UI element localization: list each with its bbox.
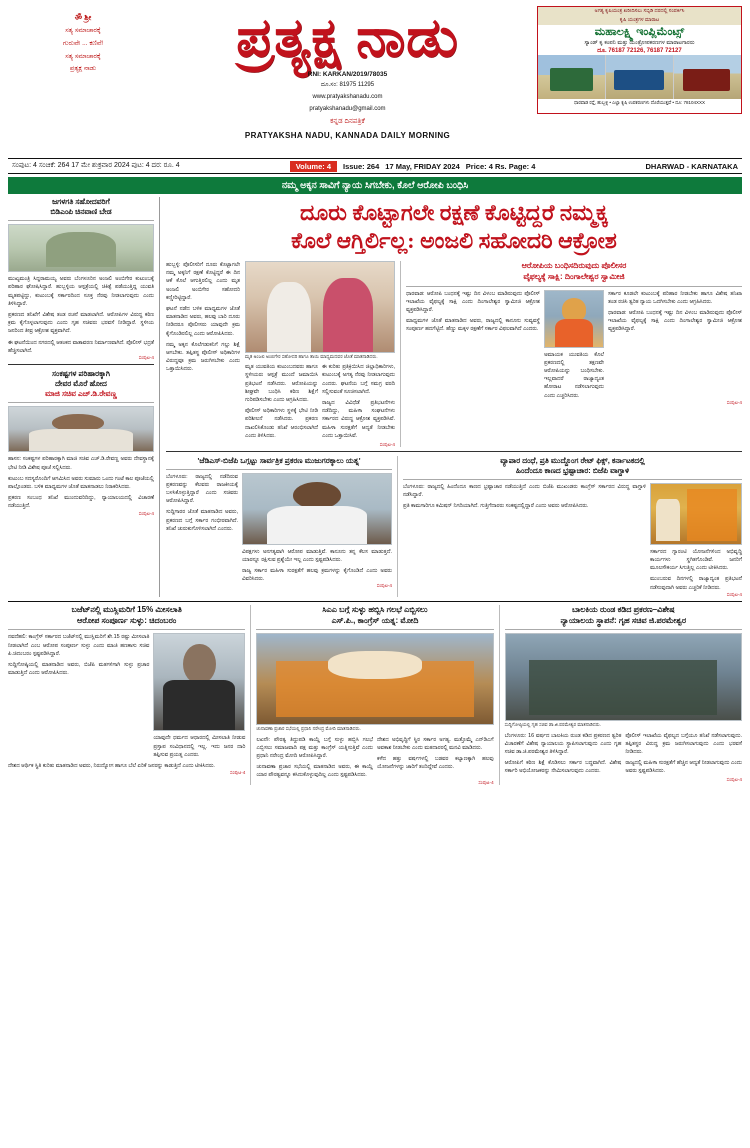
story2-mark: ಸಂಪುಟ-4 [726,399,742,405]
bottom2-p4: ಕಳೆದ ಹತ್ತು ವರ್ಷಗಳಲ್ಲಿ ಬಡವರ ಕಲ್ಯಾಣಕ್ಕಾಗಿ ಹಲವು ಯೋಜನೆಗಳನ್ನು ಜಾರಿಗೆ ತಂದಿದ್ದೇವೆ ಎಂದರು. [376,755,494,771]
om-symbol: ॐ ಶ್ರೀ [74,13,92,22]
vertical-rule [397,456,398,597]
story2-p2: ಮಾಧ್ಯಮಗಳ ಜೊತೆ ಮಾತನಾಡಿದ ಅವರು, ರಾಜ್ಯದಲ್ಲಿ ಕಾನೂನು ಸುವ್ಯವಸ್ಥೆ ಸಂಪೂರ್ಣ ಹದಗೆಟ್ಟಿದೆ. ಹೆಣ್ಣು ಮಕ್ಕಳ ರಕ್ಷಣೆಗೆ ಸರ್ಕಾರ ವಿಫಲವಾಗಿದೆ ಎಂದರು. [406,318,540,333]
story4-head-2: ಹಿಂದೆಂದೂ ಕಾಣದ ಭ್ರಷ್ಟಾಚಾರ: ಬಿಜೆಪಿ ವಾಗ್ದಾಳಿ [515,465,630,475]
masthead-email[interactable]: pratyakshanadu@gmail.com [309,105,386,112]
issue-number: Issue: 264 [343,161,380,171]
story3-head: 'ಜೆಡಿಎಸ್-ಬಿಜೆಪಿ ಒಗ್ಗಟ್ಟು ಸಾರ್ವತ್ರಿಕ ಪ್ರಕರಣ ಮುಜುಗರಕ್ಕಾಲು ಯತ್ನ' [197,455,361,465]
story1-mark: ಸಂಪುಟ-4 [379,441,395,447]
middle-story-block [166,456,742,597]
sidebar2-photo-revanna [8,406,154,452]
tractor-image-1 [538,55,606,99]
green-strap-headline: ನಮ್ಮ ಅಕ್ಕನ ಸಾವಿಗೆ ನ್ಯಾಯ ಸಿಗಬೇಕು, ಕೊಲೆ ಆರೋಪಿ ಬಂಧಿಸಿ [8,177,742,194]
story4-p2: ಪ್ರತಿ ಕಾಮಗಾರಿಗೂ ಕಮಿಷನ್ ನಿಗದಿಯಾಗಿದೆ. ಗುತ್ತಿಗೆದಾರರು ಸಂಕಷ್ಟದಲ್ಲಿದ್ದಾರೆ ಎಂದು ಅವರು ಆರೋಪಿಸಿದರು. [403,503,589,510]
bottom2-head-2: ಎಸ್.ಪಿ., ಕಾಂಗ್ರೆಸ್ ಯತ್ನ: ಮೋದಿ [331,615,419,625]
bottom2-p3: ದೇಶದ ಅಭಿವೃದ್ಧಿಗೆ ಸ್ಥಿರ ಸರ್ಕಾರ ಅಗತ್ಯ. ಮತ್ತೊಮ್ಮೆ ಎನ್‌ಡಿಎಗೆ ಅವಕಾಶ ನೀಡಬೇಕು ಎಂದು ಮತದಾರರಲ್ಲಿ ಮನವಿ ಮಾಡಿದರು. [376,736,494,751]
bottom3-head-2: ನ್ಯಾಯಾಲಯ ಸ್ಥಾಪನೆ: ಗೃಹ ಸಚಿವ ಜಿ.ಪರಮೇಶ್ವರ [560,615,687,625]
divider [256,629,493,630]
english-daily-label: PRATYAKSHA NADU, KANNADA DAILY MORNING [244,130,451,140]
story4-block [403,456,742,597]
story4-head-1: ವ್ಯಾಪಾರ ದಂಧೆ, ಪ್ರತಿ ಮುದ್ದೊಂಗ ರೇಟ್ ಫಿಕ್ಸ್, ಕರ್ನಾಟಕದಲ್ಲಿ [500,455,645,465]
sidebar2-body-2: ಕುಟುಂಬ ಸದಸ್ಯರೊಂದಿಗೆ ಆಗಮಿಸಿದ ಅವರು ಸುಮಾರು ಒಂದು ಗಂಟೆ ಕಾಲ ಪೂಜೆಯಲ್ಲಿ ಪಾಲ್ಗೊಂಡರು. ಬಳಿಕ ಮಾಧ್ಯಮಗಳ ಜೊತೆ ಮಾತನಾಡಲು ನಿರಾಕರಿಸಿದರು. [8,475,154,491]
sidebar2-head-2: ದೇವರ ಮೊರೆ ಹೋದ [55,379,107,389]
story2-photo-swamiji [544,290,604,348]
masthead-website[interactable]: www.pratyakshanadu.com [312,93,383,100]
story4-p1: ಬೆಂಗಳೂರು: ರಾಜ್ಯದಲ್ಲಿ ಹಿಂದೆಂದೂ ಕಾಣದ ಭ್ರಷ್ಟಾಚಾರ ನಡೆಯುತ್ತಿದೆ ಎಂದು ಬಿಜೆಪಿ ಮುಖಂಡರು ಕಾಂಗ್ರೆಸ್ ಸರ್ಕಾರದ ವಿರುದ್ಧ ವಾಗ್ದಾಳಿ ನಡೆಸಿದ್ದಾರೆ. [403,483,646,498]
bottom1-p2: ಸುದ್ದಿಗೋಷ್ಠಿಯಲ್ಲಿ ಮಾತನಾಡಿದ ಅವರು, ಬಿಜೆಪಿ ಮತಗಳಿಗಾಗಿ ಸುಳ್ಳು ಪ್ರಚಾರ ಮಾಡುತ್ತಿದೆ ಎಂದು ಆರೋಪಿಸಿದರು. [8,661,150,677]
issue-date: 17 May, FRIDAY 2024 [385,161,460,171]
sidebar-kicker-2: ಬಿಡಿಎಂಪಿ ಚಿನವಾಣಿ ಬೇಡ [50,207,112,217]
bottom2-p1: ಲಖನೌ: ಪೌರತ್ವ ತಿದ್ದುಪಡಿ ಕಾಯ್ದೆ ಬಗ್ಗೆ ಸುಳ್ಳು ಹಬ್ಬಿಸಿ ಗಲಭೆ ಎಬ್ಬಿಸಲು ಸಮಾಜವಾದಿ ಪಕ್ಷ ಮತ್ತು ಕಾಂಗ್ರೆಸ್ ಯತ್ನಿಸುತ್ತಿವೆ ಎಂದು ಪ್ರಧಾನಿ ನರೇಂದ್ರ ಮೋದಿ ಆರೋಪಿಸಿದ್ದಾರೆ. [256,736,373,759]
bottom1-photo-chidambaram [153,633,245,731]
sidebar2-mark: ಸಂಪುಟ-4 [138,510,154,516]
ad-phone: ದೂ. 76187 72126, 76187 72127 [597,47,682,54]
bottom3-p2: ಆರೋಪಿಗೆ ಕಠಿಣ ಶಿಕ್ಷೆ ಕೊಡಿಸಲು ಸರ್ಕಾರ ಬದ್ಧವಾಗಿದೆ. ವಿಶೇಷ ಸರ್ಕಾರಿ ಅಭಿಯೋಜಕರನ್ನು ನೇಮಿಸಲಾಗುವುದು ಎಂದರು. [504,760,622,775]
bottom2-p2: ಚುನಾವಣಾ ಪ್ರಚಾರ ಸಭೆಯಲ್ಲಿ ಮಾತನಾಡಿದ ಅವರು, ಈ ಕಾಯ್ದೆ ಯಾರ ಪೌರತ್ವವನ್ನೂ ಕಸಿದುಕೊಳ್ಳುವುದಿಲ್ಲ ಎಂದು ಸ್ಪಷ್ಟಪಡಿಸಿದರು. [256,764,373,779]
info-kannada: ಸಂಪುಟ: 4 ಸಂಚಿಕೆ: 264 17 ಮೇ ಶುಕ್ರವಾರ 2024 ಪುಟ: 4 ದರ: ರೂ. 4 [12,162,180,169]
phone-label: ದೂ.ಸಂ: [320,81,338,88]
bottom2-head-1: ಸಿಎಎ ಬಗ್ಗೆ ಸುಳ್ಳು ಹಬ್ಬಿಸಿ ಗಲಭೆ ಎಬ್ಬಿಸಲು [322,604,428,614]
masthead-slogan-3: ಸತ್ಯ ಸಮಾಚಾರಕ್ಕೆ [65,52,101,60]
masthead-center [158,6,537,140]
bottom3-p4: ರಾಜ್ಯದಲ್ಲಿ ಮಹಿಳಾ ಸುರಕ್ಷತೆಗೆ ಹೆಚ್ಚಿನ ಆದ್ಯತೆ ನೀಡಲಾಗುವುದು ಎಂದು ಅವರು ಸ್ಪಷ್ಟಪಡಿಸಿದರು. [625,760,742,775]
top-story-block [166,261,742,447]
main-area [160,197,742,597]
tractor-image-2 [606,55,674,99]
kannada-daily-label: ಕನ್ನಡ ದಿನಪತ್ರಿಕೆ [330,117,365,125]
sidebar2-head-3: ಮಾಜಿ ಸಚಿವ ಎಚ್.ಡಿ.ರೇವಣ್ಣ [45,389,117,399]
divider [403,479,742,480]
lead-photo-women [245,261,395,353]
ad-company-name: ಮಹಾಲಕ್ಷ್ಮಿ ಇಂಪ್ಲಿಮೆಂಟ್ಸ್ [538,25,741,40]
masthead-slogan-2: ಗುರುವೇ ... ಕಣಿವೆ! [62,39,104,47]
story3-p1: ಬೆಂಗಳೂರು: ರಾಜ್ಯದಲ್ಲಿ ನಡೆದಿರುವ ಪ್ರಕರಣವನ್ನು ಕೆಲವರು ರಾಜಕೀಯಕ್ಕೆ ಬಳಸಿಕೊಳ್ಳುತ್ತಿದ್ದಾರೆ ಎಂದು ಸಚಿವರು ಆರೋಪಿಸಿದ್ದಾರೆ. [166,473,238,505]
divider [166,451,742,452]
story3-p4: ರಾಜ್ಯ ಸರ್ಕಾರ ಮಹಿಳಾ ಸುರಕ್ಷತೆಗೆ ಹಲವು ಕ್ರಮಗಳನ್ನು ಕೈಗೊಂಡಿದೆ ಎಂದು ಅವರು ವಿವರಿಸಿದರು. [242,568,392,583]
story1-p7: ರಾಜ್ಯದ ವಿವಿಧೆಡೆ ಪ್ರತಿಭಟನೆಗಳು ನಡೆದಿದ್ದು, ಮಹಿಳಾ ಸಂಘಟನೆಗಳು ಸರ್ಕಾರದ ವಿರುದ್ಧ ಆಕ್ರೋಶ ವ್ಯಕ್ತಪಡಿಸಿವೆ. ಮಹಿಳಾ ಸುರಕ್ಷತೆಗೆ ಆದ್ಯತೆ ನೀಡಬೇಕು ಎಂದು ಒತ್ತಾಯಿಸಿವೆ. [322,400,395,439]
divider [8,402,154,403]
story2-p3: ಅಮಾಯಕ ಯುವತಿಯ ಕೊಲೆ ಪ್ರಕರಣದಲ್ಲಿ ತಕ್ಷಣವೇ ಆರೋಪಿಯನ್ನು ಬಂಧಿಸಬೇಕು. ಇಲ್ಲವಾದರೆ ರಾಜ್ಯಾದ್ಯಂತ ಹೋರಾಟ ನಡೆಸಲಾಗುವುದು ಎಂದು ಎಚ್ಚರಿಸಿದರು. [544,351,604,399]
masthead-phone [158,81,537,90]
masthead-left [8,6,158,74]
bottom2-photo-caption: ಚುನಾವಣಾ ಪ್ರಚಾರ ಸಭೆಯಲ್ಲಿ ಪ್ರಧಾನಿ ನರೇಂದ್ರ ಮೋದಿ ಮಾತನಾಡಿದರು. [256,726,361,732]
bottom3-photo-caption: ಸುದ್ದಿಗೋಷ್ಠಿಯಲ್ಲಿ ಗೃಹ ಸಚಿವ ಡಾ.ಜಿ.ಪರಮೇಶ್ವರ ಮಾತನಾಡಿದರು. [504,722,602,728]
masthead-advertisement[interactable] [537,6,742,114]
info-bar [8,158,742,174]
ad-box[interactable] [537,6,742,114]
sidebar-mark: ಸಂಪುಟ-4 [138,355,154,361]
sidebar-kicker-1: ಜಗಳಗತಿ ಸಹೋದವರಿಗೆ [52,197,110,206]
bottom3-p1: ಬೆಂಗಳೂರು: 16 ವರ್ಷದ ಬಾಲಕಿಯ ರುಂಡ ಕಡಿದ ಪ್ರಕರಣದ ತ್ವರಿತ ವಿಚಾರಣೆಗೆ ವಿಶೇಷ ನ್ಯಾಯಾಲಯ ಸ್ಥಾಪಿಸಲಾಗುವುದು ಎಂದು ಗೃಹ ಸಚಿವ ಡಾ.ಜಿ.ಪರಮೇಶ್ವರ ತಿಳಿಸಿದ್ದಾರೆ. [504,732,622,755]
bottom-story-3 [505,605,742,785]
ad-top-line: ಅಗತ್ಯ ಕೃಷಿಯಂತ್ರ ಖರೀದಿಸಲು ಸಬ್ಸಿಡಿ ದರದಲ್ಲಿ ಸಂಪರ್ಕಿಸಿ [538,7,741,16]
masthead [8,6,742,156]
story3-mark: ಸಂಪುಟ-4 [376,583,392,589]
bottom1-p4: ದೇಶದ ಆರ್ಥಿಕ ಸ್ಥಿತಿ ಕುರಿತು ಮಾತನಾಡಿದ ಅವರು, ನಿರುದ್ಯೋಗ ಹಾಗೂ ಬೆಲೆ ಏರಿಕೆ ಜನರನ್ನು ಕಾಡುತ್ತಿದೆ ಎಂದು ಟೀಕಿಸಿದರು. [8,762,215,769]
story1-p1: ಹುಬ್ಬಳ್ಳಿ: ಪೊಲೀಸರಿಗೆ ದೂರು ಕೊಟ್ಟಾಗಲೇ ನಮ್ಮ ಅಕ್ಕನಿಗೆ ರಕ್ಷಣೆ ಕೊಟ್ಟಿದ್ದರೆ ಈ ದಿನ ಆಕೆ ಕೊಲೆ ಆಗುತ್ತಿರಲಿಲ್ಲ ಎಂದು ಮೃತ ಅಂಜಲಿ ಅಂಬಿಗೇರ ಸಹೋದರಿ ಕಣ್ಣೀರಿಟ್ಟಿದ್ದಾರೆ. [166,262,240,301]
sidebar2-body-1: ಹಾಸನ: ಸಂಕಷ್ಟಗಳ ಪರಿಹಾರಕ್ಕಾಗಿ ಮಾಜಿ ಸಚಿವ ಎಚ್.ಡಿ.ರೇವಣ್ಣ ಅವರು ದೇವಸ್ಥಾನಕ್ಕೆ ಭೇಟಿ ನೀಡಿ ವಿಶೇಷ ಪೂಜೆ ಸಲ್ಲಿಸಿದರು. [8,456,154,471]
phone-number: 81975 11295 [339,81,375,88]
lead-headline [166,197,742,258]
story1-col-1 [166,261,240,447]
tractor-image-3 [674,55,741,99]
bottom3-photo-court [505,633,742,721]
sidebar2-body-3: ಪ್ರಕರಣ ಸಂಬಂಧ ತನಿಖೆ ಮುಂದುವರಿದಿದ್ದು, ನ್ಯಾಯಾಲಯದಲ್ಲಿ ವಿಚಾರಣೆ ನಡೆಯುತ್ತಿದೆ. [8,495,154,510]
divider [8,220,154,221]
divider [166,469,392,470]
story1-col-2 [245,261,395,447]
sidebar-photo-temple [8,224,154,272]
lead-headline-line-1: ದೂರು ಕೊಟ್ಟಾಗಲೇ ರಕ್ಷಣೆ ಕೊಟ್ಟಿದ್ದರೆ ನಮ್ಮಕ್ಕ [299,200,609,225]
story4-p3: ಸರ್ಕಾರದ ಗ್ಯಾರಂಟಿ ಯೋಜನೆಗಳಿಂದ ಅಭಿವೃದ್ಧಿ ಕಾರ್ಯಗಳು ಸ್ಥಗಿತಗೊಂಡಿವೆ. ಜನರಿಗೆ ಮೂಲಸೌಕರ್ಯ ಸಿಗುತ್ತಿಲ್ಲ ಎಂದು ಟೀಕಿಸಿದರು. [650,548,742,572]
bottom3-head-1: ಬಾಲಕಿಯ ರುಂಡ ಕಡಿದ ಪ್ರಕರಣ–ವಿಶೇಷ [571,604,675,614]
vertical-rule [400,261,401,447]
lead-section [8,197,742,597]
bottom1-p1: ನವದೆಹಲಿ: ಕಾಂಗ್ರೆಸ್ ಸರ್ಕಾರದ ಬಜೆಟ್‌ನಲ್ಲಿ ಮುಸ್ಲಿಮರಿಗೆ ಶೇ.15 ರಷ್ಟು ಮೀಸಲಾತಿ ನೀಡಲಾಗಿದೆ ಎಂಬ ಆರೋಪ ಸಂಪೂರ್ಣ ಸುಳ್ಳು ಎಂದು ಮಾಜಿ ಹಣಕಾಸು ಸಚಿವ ಪಿ.ಚಿದಂಬರಂ ಸ್ಪಷ್ಟಪಡಿಸಿದ್ದಾರೆ. [8,634,150,657]
story2-head-1: ಆರೋಪಿಯ ಬಂಧಿಸದಿರುವುದು ಪೊಲೀಸರ [521,261,627,270]
ad-subtitle: ಸ್ಯಾಂಡ್ ಕೃ ಕಂಪನಿ ಮತ್ತು ಯಂತ್ರೋಪಕರಣಗಳ ಮಾರಾಟಗಾರರು [584,40,695,46]
sidebar-body-1: ಮುಖ್ಯಮಂತ್ರಿ ಸಿದ್ದರಾಮಯ್ಯ ಅವರು ಬೆಂಗಳೂರಿನ ಅಂಜಲಿ ಅಂಬಿಗೇರ ಕುಟುಂಬಕ್ಕೆ ಪರಿಹಾರ ಘೋಷಿಸಿದ್ದಾರೆ. ಹುಬ್ಬಳ್ಳಿಯ ಆಸ್ಪತ್ರೆಯಲ್ಲಿ ಚಿಕಿತ್ಸೆ ಪಡೆಯುತ್ತಿದ್ದ ಯುವತಿ ಮೃತಪಟ್ಟಿದ್ದು, ಕುಟುಂಬಕ್ಕೆ ಸರ್ಕಾರದಿಂದ ಸೂಕ್ತ ನೆರವು ನೀಡಲಾಗುವುದು ಎಂದು ತಿಳಿಸಿದ್ದಾರೆ. [8,276,154,307]
masthead-slogan-1: ಸತ್ಯ ಸಮಾಚಾರಕ್ಕೆ [65,27,101,34]
page-title: ಪ್ರತ್ಯಕ್ಷ ನಾಡು [236,8,459,68]
vertical-rule [499,605,500,785]
story3-block [166,456,392,597]
sidebar-body-3: ಈ ಘಟನೆಯಿಂದ ನಗರದಲ್ಲಿ ಆತಂಕದ ವಾತಾವರಣ ನಿರ್ಮಾಣವಾಗಿದೆ. ಪೊಲೀಸ್ ಭದ್ರತೆ ಹೆಚ್ಚಿಸಲಾಗಿದೆ. [8,339,154,354]
story4-photo-bjp-leaders [650,483,742,545]
divider [505,629,742,630]
story1-p4: ಮೃತ ಯುವತಿಯ ಕುಟುಂಬದವರು ಹಾಗೂ ಸ್ಥಳೀಯರು ಆಸ್ಪತ್ರೆ ಮುಂದೆ ಜಮಾಯಿಸಿ ಪ್ರತಿಭಟನೆ ನಡೆಸಿದರು. ಆರೋಪಿಯನ್ನು ಶೀಘ್ರವೇ ಬಂಧಿಸಿ ಕಠಿಣ ಶಿಕ್ಷೆಗೆ ಗುರಿಪಡಿಸಬೇಕು ಎಂದು ಆಗ್ರಹಿಸಿದರು. [245,364,318,403]
story1-p6: ಈ ಕುರಿತು ಪ್ರತಿಕ್ರಿಯಿಸಿದ ಜಿಲ್ಲಾಧಿಕಾರಿಗಳು, ಕುಟುಂಬಕ್ಕೆ ಅಗತ್ಯ ನೆರವು ನೀಡಲಾಗುವುದು ಎಂದರು. ಘಟನೆಯ ಬಗ್ಗೆ ಸಮಗ್ರ ವರದಿ ಸಲ್ಲಿಸುವಂತೆ ಸೂಚಿಸಲಾಗಿದೆ. [322,364,395,395]
bottom-story-1 [8,605,245,785]
bottom3-mark: ಸಂಪುಟ-4 [726,777,742,783]
rni-number: RNI: KARKAN/2019/78035 [307,70,388,78]
price-pages: Price: 4 Rs. Page: 4 [465,161,536,171]
bottom1-mark: ಸಂಪುಟ-4 [230,770,246,776]
divider [8,364,154,365]
bottom3-p3: ಪೊಲೀಸ್ ಇಲಾಖೆಯ ವೈಫಲ್ಯದ ಬಗ್ಗೆಯೂ ತನಿಖೆ ನಡೆಸಲಾಗುವುದು. ತಪ್ಪಿತಸ್ಥರ ವಿರುದ್ಧ ಕ್ರಮ ಜರುಗಿಸಲಾಗುವುದು ಎಂದು ಭರವಸೆ ನೀಡಿದರು. [625,732,742,755]
story1-p3: ನಮ್ಮ ಅಕ್ಕನ ಕೊಲೆಗಡುಕನಿಗೆ ಗಲ್ಲು ಶಿಕ್ಷೆ ಆಗಬೇಕು. ತಪ್ಪಿತಸ್ಥ ಪೊಲೀಸ್ ಅಧಿಕಾರಿಗಳ ವಿರುದ್ಧವೂ ಕ್ರಮ ಜರುಗಿಸಬೇಕು ಎಂದು ಒತ್ತಾಯಿಸಿದರು. [166,341,240,373]
divider [8,629,245,630]
left-sidebar [8,197,160,597]
divider [406,286,742,287]
bottom1-head-1: ಬಜೆಟ್‌ನಲ್ಲಿ ಮುಸ್ಲಿಮರಿಗೆ 15% ಮೀಸಲಾತಿ [71,604,182,614]
story3-p3: ವಿಪಕ್ಷಗಳು ಅನಗತ್ಯವಾಗಿ ಆರೋಪ ಮಾಡುತ್ತಿವೆ. ಕಾನೂನು ತನ್ನ ಕೆಲಸ ಮಾಡುತ್ತದೆ. ಯಾರನ್ನೂ ರಕ್ಷಿಸುವ ಪ್ರಶ್ನೆಯೇ ಇಲ್ಲ ಎಂದು ಸ್ಪಷ್ಟಪಡಿಸಿದರು. [242,548,392,563]
sidebar-body-2: ಪ್ರಕರಣದ ತನಿಖೆಗೆ ವಿಶೇಷ ತಂಡ ರಚನೆ ಮಾಡಲಾಗಿದೆ. ಆರೋಪಿಗಳ ವಿರುದ್ಧ ಕಠಿಣ ಕ್ರಮ ಕೈಗೊಳ್ಳಲಾಗುವುದು ಎಂದು ಗೃಹ ಸಚಿವರು ಭರವಸೆ ನೀಡಿದ್ದಾರೆ. ಸ್ಥಳೀಯ ಜನರಿಂದ ತೀವ್ರ ಆಕ್ರೋಶ ವ್ಯಕ್ತವಾಗಿದೆ. [8,312,154,335]
ad-footer: ಧಾರವಾಡ ರಸ್ತೆ, ಹುಬ್ಬಳ್ಳಿ • ಎಲ್ಲಾ ಕೃಷಿ ಉಪಕರಣಗಳು ದೊರೆಯುತ್ತವೆ • ದೂ: 78104XXX [573,99,706,105]
lead-headline-line-2: ಕೊಲೆ ಆಗ್ತಿರ್ಲಿಲ್ಲ: ಅಂಜಲಿ ಸಹೋದರಿ ಆಕ್ರೋಶ [291,227,617,253]
lead-photo-caption: ಮೃತ ಅಂಜಲಿ ಅಂಬಿಗೇರ ಸಹೋದರಿ ಹಾಗೂ ತಾಯಿ ಮಾಧ್ಯಮದವರ ಜೊತೆ ಮಾತನಾಡಿದರು. [245,354,378,359]
bottom-story-2 [256,605,493,785]
story2-head-2: ವೈಫಲ್ಯಕ್ಕೆ ಸಾಕ್ಷಿ: ದಿಂಗಾಲೇಶ್ವರ ಸ್ವಾಮೀಜಿ [523,271,625,281]
bottom1-p3: ಯಾವುದೇ ಧರ್ಮದ ಆಧಾರದಲ್ಲಿ ಮೀಸಲಾತಿ ನೀಡುವ ಪ್ರಸ್ತಾಪ ಸಂವಿಧಾನದಲ್ಲಿ ಇಲ್ಲ. ಇದು ಜನರ ದಾರಿ ತಪ್ಪಿಸುವ ಪ್ರಯತ್ನ ಎಂದರು. [153,735,246,758]
bottom2-photo-rally [256,633,493,725]
story4-mark: ಸಂಪುಟ-4 [726,591,742,597]
volume-badge: Volume: 4 [290,161,337,172]
story2-p1: ಧಾರವಾಡ: ಆರೋಪಿ ಬಂಧನಕ್ಕೆ ಇಷ್ಟು ದಿನ ವಿಳಂಬ ಮಾಡಿರುವುದು ಪೊಲೀಸ್ ಇಲಾಖೆಯ ವೈಫಲ್ಯಕ್ಕೆ ಸಾಕ್ಷಿ ಎಂದು ದಿಂಗಾಲೇಶ್ವರ ಸ್ವಾಮೀಜಿ ಆಕ್ರೋಶ ವ್ಯಕ್ತಪಡಿಸಿದ್ದಾರೆ. [406,290,540,313]
story1-p5: ಪೊಲೀಸ್ ಅಧಿಕಾರಿಗಳು ಸ್ಥಳಕ್ಕೆ ಭೇಟಿ ನೀಡಿ ಪರಿಶೀಲನೆ ನಡೆಸಿದರು. ಪ್ರಕರಣ ದಾಖಲಿಸಿಕೊಂಡು ತನಿಖೆ ಆರಂಭಿಸಲಾಗಿದೆ ಎಂದು ತಿಳಿಸಿದರು. [245,408,318,439]
masthead-slogan-4: ಪ್ರತ್ಯಕ್ಷ ನಾಡು [69,65,97,73]
ad-top-line2: ಕೃಷಿ ಯಂತ್ರಗಳ ಮಾರಾಟ [538,16,741,25]
bottom1-head-2: ಆರೋಪ ಸಂಪೂರ್ಣ ಸುಳ್ಳು: ಚಿದಂಬರಂ [76,615,177,625]
story4-p4: ಮುಂಬರುವ ದಿನಗಳಲ್ಲಿ ರಾಜ್ಯಾದ್ಯಂತ ಪ್ರತಿಭಟನೆ ನಡೆಸುವುದಾಗಿ ಅವರು ಎಚ್ಚರಿಕೆ ನೀಡಿದರು. [650,576,742,591]
story1-p2: ಘಟನೆ ನಡೆದ ಬಳಿಕ ಮಾಧ್ಯಮಗಳ ಜೊತೆ ಮಾತನಾಡಿದ ಅವರು, ಹಲವು ಬಾರಿ ದೂರು ನೀಡಿದರೂ ಪೊಲೀಸರು ಯಾವುದೇ ಕ್ರಮ ಕೈಗೊಂಡಿರಲಿಲ್ಲ ಎಂದು ಆರೋಪಿಸಿದರು. [166,306,240,337]
sidebar2-head-1: ಸಂಕಷ್ಟಗಳ ಪರಿಹಾರಕ್ಕಾಗಿ [52,369,110,379]
vertical-rule [250,605,251,785]
bottom-story-row [8,601,742,785]
place-label: DHARWAD - KARNATAKA [645,161,738,171]
story3-p2: ಸುದ್ದಿಗಾರರ ಜೊತೆ ಮಾತನಾಡಿದ ಅವರು, ಪ್ರಕರಣದ ಬಗ್ಗೆ ಸರ್ಕಾರ ಗಂಭೀರವಾಗಿದೆ. ತನಿಖೆ ಚುರುಕುಗೊಳಿಸಲಾಗಿದೆ ಎಂದರು. [166,509,238,532]
story2-p4: ಸರ್ಕಾರ ಕೂಡಲೇ ಕುಟುಂಬಕ್ಕೆ ಪರಿಹಾರ ನೀಡಬೇಕು ಹಾಗೂ ವಿಶೇಷ ತನಿಖಾ ತಂಡ ರಚಿಸಿ ತ್ವರಿತ ನ್ಯಾಯ ಒದಗಿಸಬೇಕು ಎಂದು ಆಗ್ರಹಿಸಿದರು. [608,290,742,305]
story2-p5: ಧಾರವಾಡ: ಆರೋಪಿ ಬಂಧನಕ್ಕೆ ಇಷ್ಟು ದಿನ ವಿಳಂಬ ಮಾಡಿರುವುದು ಪೊಲೀಸ್ ಇಲಾಖೆಯ ವೈಫಲ್ಯಕ್ಕೆ ಸಾಕ್ಷಿ ಎಂದು ದಿಂಗಾಲೇಶ್ವರ ಸ್ವಾಮೀಜಿ ಆಕ್ರೋಶ ವ್ಯಕ್ತಪಡಿಸಿದ್ದಾರೆ. [608,310,742,333]
story3-photo-minister [242,473,392,545]
bottom2-mark: ಸಂಪುಟ-4 [478,779,494,785]
story2-block [406,261,742,447]
ad-machine-images [538,55,741,99]
